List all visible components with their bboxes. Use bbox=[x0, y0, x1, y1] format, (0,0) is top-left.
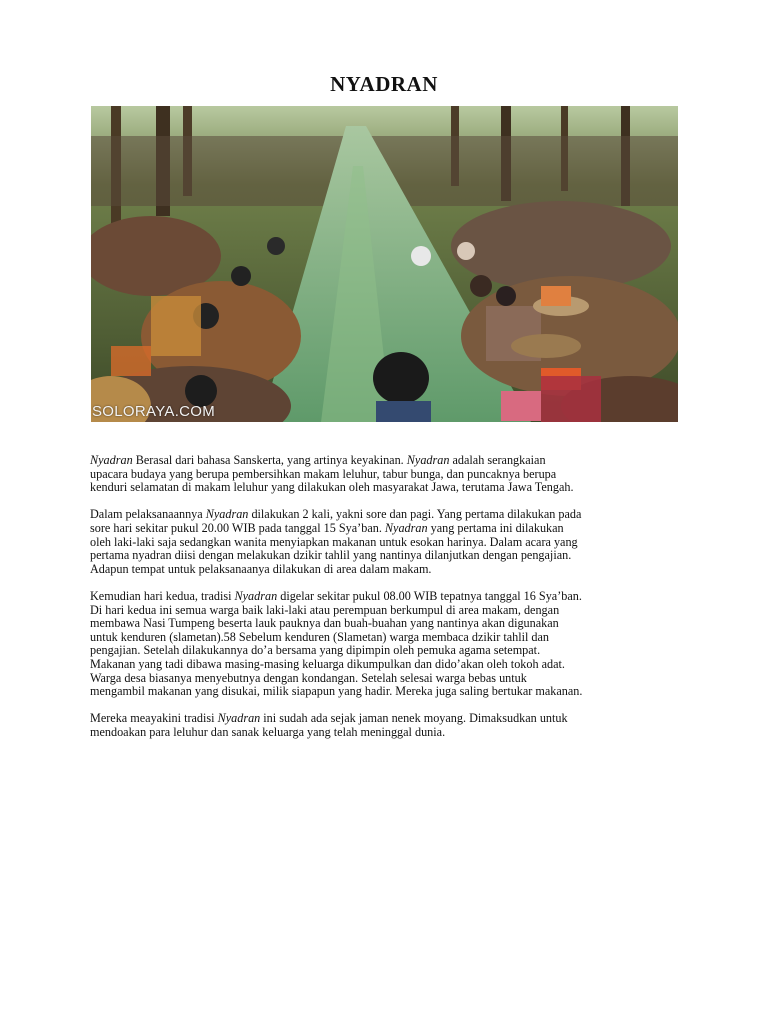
text-line bbox=[90, 685, 690, 699]
text-run: kenduri selamatan di makam leluhur yang dilakukan oleh masyarakat Jawa, terutama Jawa Tengah. bbox=[90, 480, 574, 495]
italic-term: Nyadran bbox=[406, 453, 450, 467]
paragraph bbox=[90, 712, 690, 739]
photo-watermark: SOLORAYA.COM bbox=[92, 403, 216, 420]
text-line bbox=[90, 468, 690, 482]
text-line bbox=[90, 604, 690, 618]
italic-term: Nyadran bbox=[90, 453, 133, 467]
italic-term: Nyadran bbox=[234, 588, 278, 603]
text-run: oleh laki-laki saja sedangkan wanita menyiapkan makanan untuk esokan harinya. Dalam acara yang bbox=[90, 534, 578, 549]
text-line bbox=[90, 508, 690, 522]
paragraph bbox=[90, 508, 690, 576]
text-run: mendoakan para leluhur dan sanak keluarga yang telah meninggal dunia. bbox=[90, 724, 446, 739]
text-line bbox=[90, 481, 690, 495]
text-run: Kemudian hari kedua, tradisi bbox=[90, 588, 235, 603]
text-run: untuk kenduren (slametan).58 Sebelum kenduren (Slametan) warga membaca dzikir tahlil dan bbox=[90, 629, 550, 644]
text-line bbox=[90, 617, 690, 631]
page-title: NYADRAN bbox=[330, 72, 438, 96]
text-run: Dalam pelaksanaannya bbox=[90, 507, 206, 522]
text-run: Warga desa biasanya menyebutnya dengan kondangan. Setelah selesai warga bebas untuk bbox=[90, 670, 527, 685]
nyadran-ceremony-photo bbox=[91, 106, 678, 422]
italic-term: Nyadran bbox=[205, 507, 249, 522]
text-run: Mereka meayakini tradisi bbox=[90, 711, 218, 726]
text-run: mengambil makanan yang disukai, milik siapapun yang hadir. Mereka juga saling bertukar makanan. bbox=[90, 684, 583, 699]
text-run: pengajian. Setelah dilakukannya do’a bersama yang dipimpin oleh pemuka agama setempat. bbox=[90, 643, 541, 658]
text-run: sore hari sekitar pukul 20.00 WIB pada tanggal 15 Sya’ban. bbox=[90, 520, 385, 535]
text-run: Makanan yang tadi dibawa masing-masing keluarga dikumpulkan dan dido’akan oleh tokoh adat. bbox=[90, 656, 565, 671]
text-line bbox=[90, 549, 690, 563]
text-line bbox=[90, 454, 690, 468]
text-line bbox=[90, 672, 690, 686]
paragraph bbox=[90, 590, 690, 699]
text-line bbox=[90, 536, 690, 550]
text-line bbox=[90, 522, 690, 536]
paragraph bbox=[90, 454, 690, 495]
text-run: Adapun tempat untuk pelaksanaanya dilakukan di area dalam makam. bbox=[90, 561, 432, 576]
text-run: Berasal dari bahasa Sanskerta, yang artinya keyakinan. bbox=[132, 453, 407, 467]
text-run: adalah serangkaian bbox=[449, 453, 546, 467]
text-line bbox=[90, 563, 690, 577]
italic-term: Nyadran bbox=[384, 520, 428, 535]
text-line bbox=[90, 631, 690, 645]
text-run: digelar sekitar pukul 08.00 WIB tepatnya tanggal 16 Sya’ban. bbox=[277, 588, 582, 603]
text-run: yang pertama ini dilakukan bbox=[427, 520, 564, 535]
text-run: Di hari kedua ini semua warga baik laki-laki atau perempuan berkumpul di area makam, dengan bbox=[90, 602, 560, 617]
text-line bbox=[90, 590, 690, 604]
text-run: dilakukan 2 kali, yakni sore dan pagi. Yang pertama dilakukan pada bbox=[248, 507, 582, 522]
text-line bbox=[90, 712, 690, 726]
text-run: ini sudah ada sejak jaman nenek moyang. Dimaksudkan untuk bbox=[260, 711, 568, 726]
text-run: pertama nyadran diisi dengan melakukan dzikir tahlil yang nantinya dilanjutkan dengan pengajian. bbox=[90, 548, 572, 563]
text-line bbox=[90, 726, 690, 740]
text-run: membawa Nasi Tumpeng beserta lauk pauknya dan buah-buahan yang nantinya akan digunakan bbox=[90, 616, 559, 631]
italic-term: Nyadran bbox=[217, 711, 261, 726]
article-body bbox=[90, 454, 690, 753]
text-line bbox=[90, 658, 690, 672]
text-line bbox=[90, 644, 690, 658]
text-run: upacara budaya yang berupa pembersihkan makam leluhur, tabur bunga, dan puncaknya berupa bbox=[90, 466, 557, 481]
photo-illustration bbox=[91, 106, 678, 422]
